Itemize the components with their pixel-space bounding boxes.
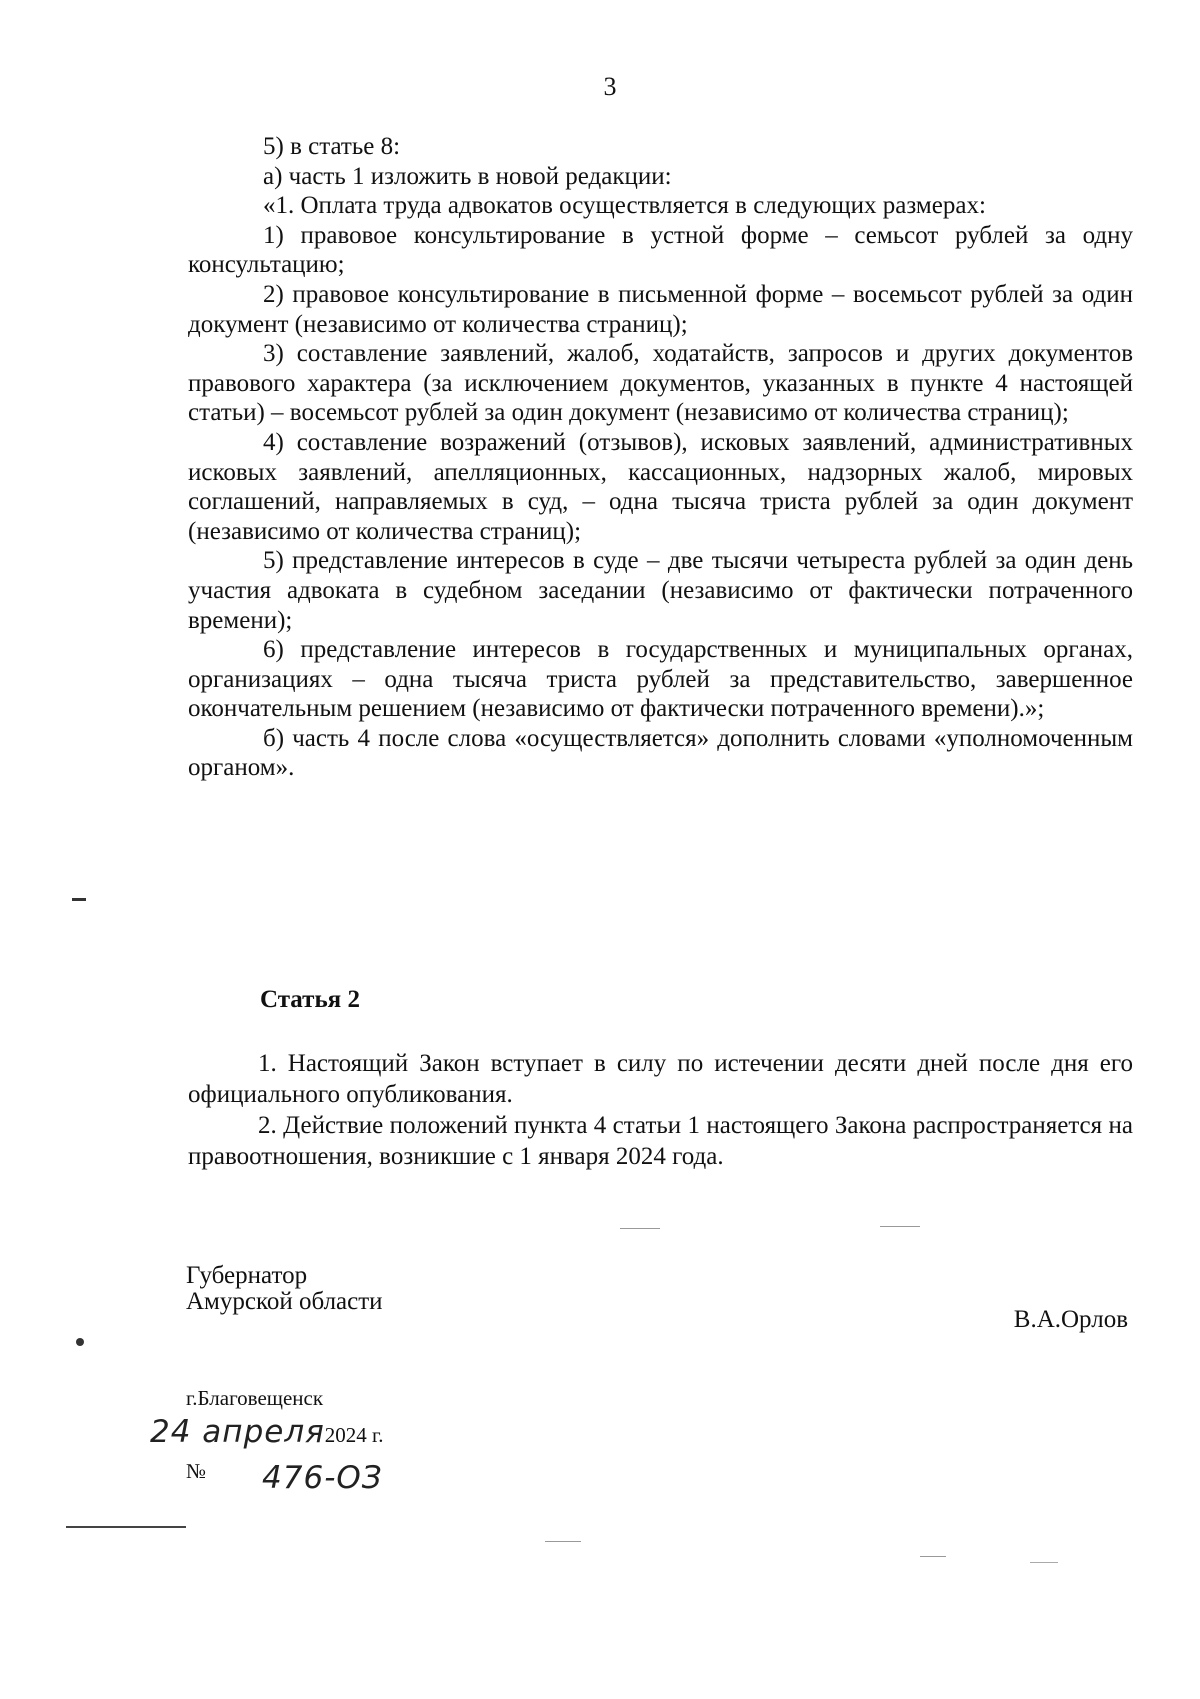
paragraph-point-2: 2) правовое консультирование в письменной форме – восемьсот рублей за один документ (независимо от количества страниц); (188, 280, 1133, 338)
paragraph-item-5: 5) в статье 8: (263, 133, 401, 160)
scan-artifact-dash-4 (920, 1556, 946, 1557)
paragraph-subitem-b: б) часть 4 после слова «осуществляется» дополнить словами «уполномоченным органом». (188, 724, 1133, 782)
article-2-title: Статья 2 (260, 986, 360, 1013)
page-number: 3 (603, 72, 617, 101)
number-label: № (186, 1459, 207, 1483)
signatory-name: В.А.Орлов (1013, 1306, 1128, 1333)
paragraph-point-5: 5) представление интересов в суде – две тысячи четыреста рублей за один день участия адвоката в судебном заседании (независимо от фактически потраченного времени); (188, 547, 1133, 634)
paragraph-point-6: 6) представление интересов в государственных и муниципальных органах, организациях – одна тысяча триста рублей за представительство, завершенное окончательным решением (независимо от фактически потраченного времени).»; (188, 636, 1133, 723)
article-2-paragraph-1: 1. Настоящий Закон вступает в силу по истечении десяти дней после дня его официального опубликования. (188, 1050, 1133, 1108)
amendment-text (188, 132, 1133, 783)
handwritten-date: 24 апреля (150, 1414, 325, 1450)
paragraph-subitem-a: а) часть 1 изложить в новой редакции: (263, 162, 672, 190)
printed-year: 2024 г. (324, 1423, 384, 1447)
article-2-text (188, 1048, 1133, 1172)
scan-artifact-left-mark (72, 898, 86, 901)
scan-artifact-dash-1 (620, 1228, 660, 1229)
article-2-paragraph-2: 2. Действие положений пункта 4 статьи 1 настоящего Закона распространяется на правоотношения, возникшие с 1 января 2024 года. (188, 1112, 1133, 1170)
paragraph-point-4: 4) составление возражений (отзывов), исковых заявлений, административных исковых заявлений, апелляционных, кассационных, надзорных жалоб, мировых соглашений, направляемых в суд, – одна тысяча триста рублей за один документ (независимо от количества страниц); (188, 428, 1133, 545)
paragraph-point-1: 1) правовое консультирование в устной форме – семьсот рублей за одну консультацию; (188, 221, 1133, 279)
paragraph-part-1-intro: «1. Оплата труда адвокатов осуществляется в следующих размерах: (263, 192, 986, 220)
scan-artifact-dash-3 (545, 1541, 581, 1542)
place-of-signing: г.Благовещенск (186, 1386, 324, 1410)
signatory-position-line-1: Губернатор (186, 1262, 308, 1289)
signing-date (150, 1414, 384, 1450)
scan-artifact-dash-5 (1030, 1562, 1058, 1563)
signatory-position (186, 1263, 383, 1315)
law-number (186, 1450, 383, 1496)
scan-artifact-left-dot (76, 1338, 84, 1346)
handwritten-law-number: 476-ОЗ (262, 1460, 383, 1496)
signatory-position-line-2: Амурской области (186, 1288, 383, 1315)
scan-artifact-dash-2 (880, 1226, 920, 1227)
paragraph-point-3: 3) составление заявлений, жалоб, ходатайств, запросов и других документов правового характера (за исключением документов, указанных в пункте 4 настоящей статьи) – восемьсот рублей за один документ (независимо от количества страниц); (188, 340, 1133, 427)
scan-artifact-bottom-line (66, 1526, 186, 1528)
